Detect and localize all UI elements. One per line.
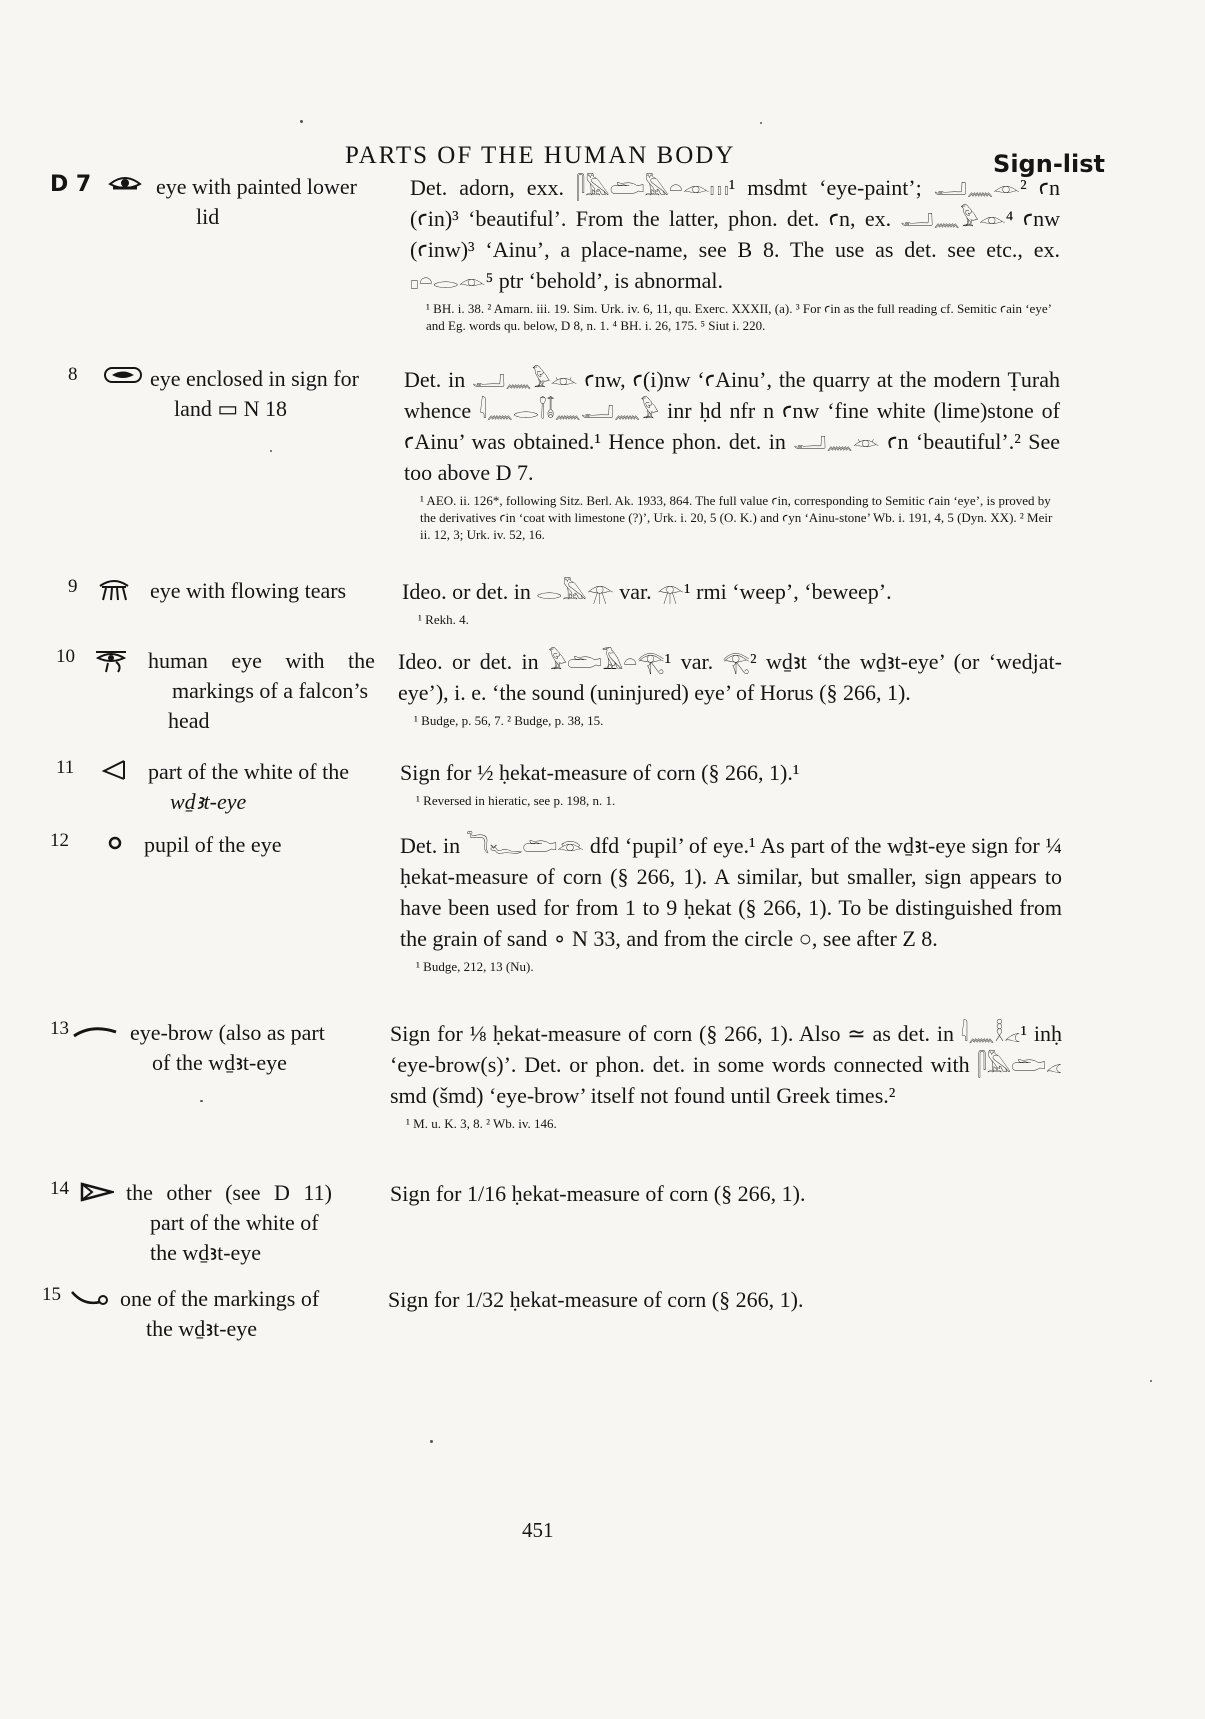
- footnotes: ¹ Budge, 212, 13 (Nu).: [416, 959, 534, 974]
- sign-entry-d15: [42, 1284, 1105, 1354]
- footnotes: ¹ Budge, p. 56, 7. ² Budge, p. 38, 15.: [414, 713, 604, 728]
- footnotes: ¹ M. u. K. 3, 8. ² Wb. iv. 146.: [406, 1116, 557, 1131]
- section-label: Sign-list: [993, 150, 1105, 178]
- page-number: 451: [522, 1518, 554, 1542]
- eye-brow-icon: [72, 1024, 118, 1038]
- eye-white-part-icon: [102, 759, 126, 781]
- sign-description: the other (see D 11) part of the white of the wḏꜣt-eye: [126, 1180, 332, 1265]
- sign-description: eye with flowing tears: [150, 578, 347, 603]
- scan-speck: [200, 1100, 203, 1102]
- sign-content: Sign for ½ ḥekat-measure of corn (§ 266, 1).¹ ¹ Reversed in hieratic, see p. 198, n. 1.: [400, 757, 1062, 809]
- scan-speck: [1150, 1380, 1152, 1382]
- footnotes: ¹ BH. i. 38. ² Amarn. iii. 19. Sim. Urk. iv. 6, 11, qu. Exerc. XXXII, (a). ³ For ꜥin as the full reading cf. Semitic ꜥain ‘eye’ and Eg. words qu. below, D 8, n. 1. ⁴ BH. i. 26, 175. ⁵ Siut i. 220.: [426, 301, 1051, 333]
- sign-description: eye-brow (also as part of the wḏꜣt-eye: [130, 1020, 325, 1075]
- sign-entry-d9: [50, 576, 1105, 636]
- sign-number: 10: [56, 646, 75, 667]
- scan-speck: [760, 122, 762, 124]
- sign-entry-d11: [50, 757, 1105, 827]
- sign-entry-d13: [50, 1018, 1105, 1168]
- sign-content: Sign for 1/16 ḥekat-measure of corn (§ 266, 1).: [390, 1181, 806, 1206]
- painted-eye-icon: [108, 174, 142, 194]
- sign-number: D 7: [50, 172, 92, 197]
- pupil-icon: [108, 836, 122, 850]
- sign-description: part of the white of the wḏꜣt-eye: [148, 759, 349, 814]
- sign-description: eye with painted lower lid: [156, 174, 357, 229]
- scan-speck: [300, 120, 303, 123]
- sign-content: Ideo. or det. in 𓅱𓂧𓄿𓏏𓂀¹ var. 𓂀² wḏꜣt ‘the wḏꜣt-eye’ (or ‘wedjat-eye’), i. e. ‘the sound (uninjured) eye’ of Horus (§ 266, 1). ¹ Budge, p. 56, 7. ² Budge, p. 38, 15.: [398, 649, 1062, 728]
- sign-content: Det. in 𓆓𓆑𓂧𓁻 dfd ‘pupil’ of eye.¹ As part of the wḏꜣt-eye sign for ¼ ḥekat-measure of corn (§ 266, 1). A similar, but smaller, sign appears to have been used for from 1 to 9 ḥekat (§ 266, 1). To be distinguished from the grain of sand ∘ N 33, and from the circle ○, see after Z 8. ¹ Budge, 212, 13 (Nu).: [400, 833, 1062, 974]
- sign-content: Sign for 1/32 ḥekat-measure of corn (§ 266, 1).: [388, 1287, 804, 1312]
- scan-speck: [270, 450, 272, 452]
- sign-description: eye enclosed in sign for land ▭ N 18: [150, 366, 359, 421]
- sign-content: Det. in 𓂝𓈖𓅱𓁺 ꜥnw, ꜥ(i)nw ‘ꜥAinu’, the quarry at the modern Ṭurah whence 𓇋𓈖𓂋𓌉𓄤𓈖𓂝𓈖𓅱 inr ḥd nfr n ꜥnw ‘fine white (lime)stone of ꜥAinu’ was obtained.¹ Hence phon. det. in 𓂝𓈖𓁺 ꜥn ‘beautiful’.² See too above D 7. ¹ AEO. ii. 126*, following Sitz. Berl. Ak. 1933, 864. The full value ꜥin, corresponding to Semitic ꜥain ‘eye’, is proved by the derivatives ꜥin ‘coat with limestone (?)’, Urk. i. 20, 5 (O. K.) and ꜥyn ‘Ainu-stone’ Wb. i. 191, 4, 5 (Dyn. XX). ² Meir ii. 12, 3; Urk. iv. 52, 16.: [404, 367, 1060, 542]
- sign-entry-d12: [50, 830, 1105, 1010]
- sign-content: Ideo. or det. in 𓂋𓅓𓁿 var. 𓁿¹ rmi ‘weep’, ‘beweep’. ¹ Rekh. 4.: [402, 576, 1062, 628]
- footnotes: ¹ Reversed in hieratic, see p. 198, n. 1.: [416, 793, 616, 808]
- sign-content: Sign for ⅛ ḥekat-measure of corn (§ 266, 1). Also ≃ as det. in 𓇋𓈖𓎛𓂁¹ inḥ ‘eye-brow(s)’. Det. or phon. det. in some words connected with 𓋴𓅓𓂧𓂁 smd (šmd) ‘eye-brow’ itself not found until Greek times.² ¹ M. u. K. 3, 8. ² Wb. iv. 146.: [390, 1021, 1062, 1131]
- eye-marking-icon: [70, 1288, 110, 1310]
- sign-entry-d8: [50, 364, 1105, 554]
- sign-number: 8: [68, 364, 78, 385]
- sign-number: 15: [42, 1284, 61, 1305]
- sign-description: pupil of the eye: [144, 832, 282, 857]
- sign-number: 11: [56, 757, 75, 778]
- sign-entry-d14: [50, 1178, 1105, 1268]
- footnotes: ¹ Rekh. 4.: [418, 612, 469, 627]
- eye-in-land-sign-icon: [104, 366, 142, 384]
- footnotes: ¹ AEO. ii. 126*, following Sitz. Berl. Ak. 1933, 864. The full value ꜥin, corresponding to Semitic ꜥain ‘eye’, is proved by the derivatives ꜥin ‘coat with limestone (?)’, Urk. i. 20, 5 (O. K.) and ꜥyn ‘Ainu-stone’ Wb. i. 191, 4, 5 (Dyn. XX). ² Meir ii. 12, 3; Urk. iv. 52, 16.: [420, 493, 1053, 542]
- scan-speck: [430, 1440, 433, 1443]
- sign-number: 9: [68, 576, 78, 597]
- sign-number: 13: [50, 1018, 69, 1039]
- sign-description: human eye with the markings of a falcon’s head: [148, 648, 375, 733]
- eye-with-tears-icon: [98, 578, 130, 602]
- sign-content: Det. adorn, exx. 𓋴𓅓𓂧𓅓𓏏𓁹𓏥¹ msdmt ‘eye-paint’; 𓂝𓈖𓁹² ꜥn (ꜥin)³ ‘beautiful’. From the latter, phon. det. ꜥn, ex. 𓂝𓈖𓅱𓁹⁴ ꜥnw (ꜥinw)³ ‘Ainu’, a place-name, see B 8. The use as det. see etc., ex. 𓊪𓏏𓂋𓁹⁵ ptr ‘behold’, is abnormal. ¹ BH. i. 38. ² Amarn. iii. 19. Sim. Urk. iv. 6, 11, qu. Exerc. XXXII, (a). ³ For ꜥin as the full reading cf. Semitic ꜥain ‘eye’ and Eg. words qu. below, D 8, n. 1. ⁴ BH. i. 26, 175. ⁵ Siut i. 220.: [410, 175, 1060, 333]
- wedjat-eye-icon: [94, 648, 128, 674]
- sign-entry-d10: [50, 646, 1105, 746]
- running-head: PARTS OF THE HUMAN BODY: [345, 142, 736, 169]
- sign-number: 14: [50, 1178, 69, 1199]
- sign-description: one of the markings of the wḏꜣt-eye: [120, 1286, 320, 1341]
- sign-entry-d7: [50, 172, 1105, 352]
- eye-other-part-icon: [80, 1182, 114, 1202]
- sign-number: 12: [50, 830, 69, 851]
